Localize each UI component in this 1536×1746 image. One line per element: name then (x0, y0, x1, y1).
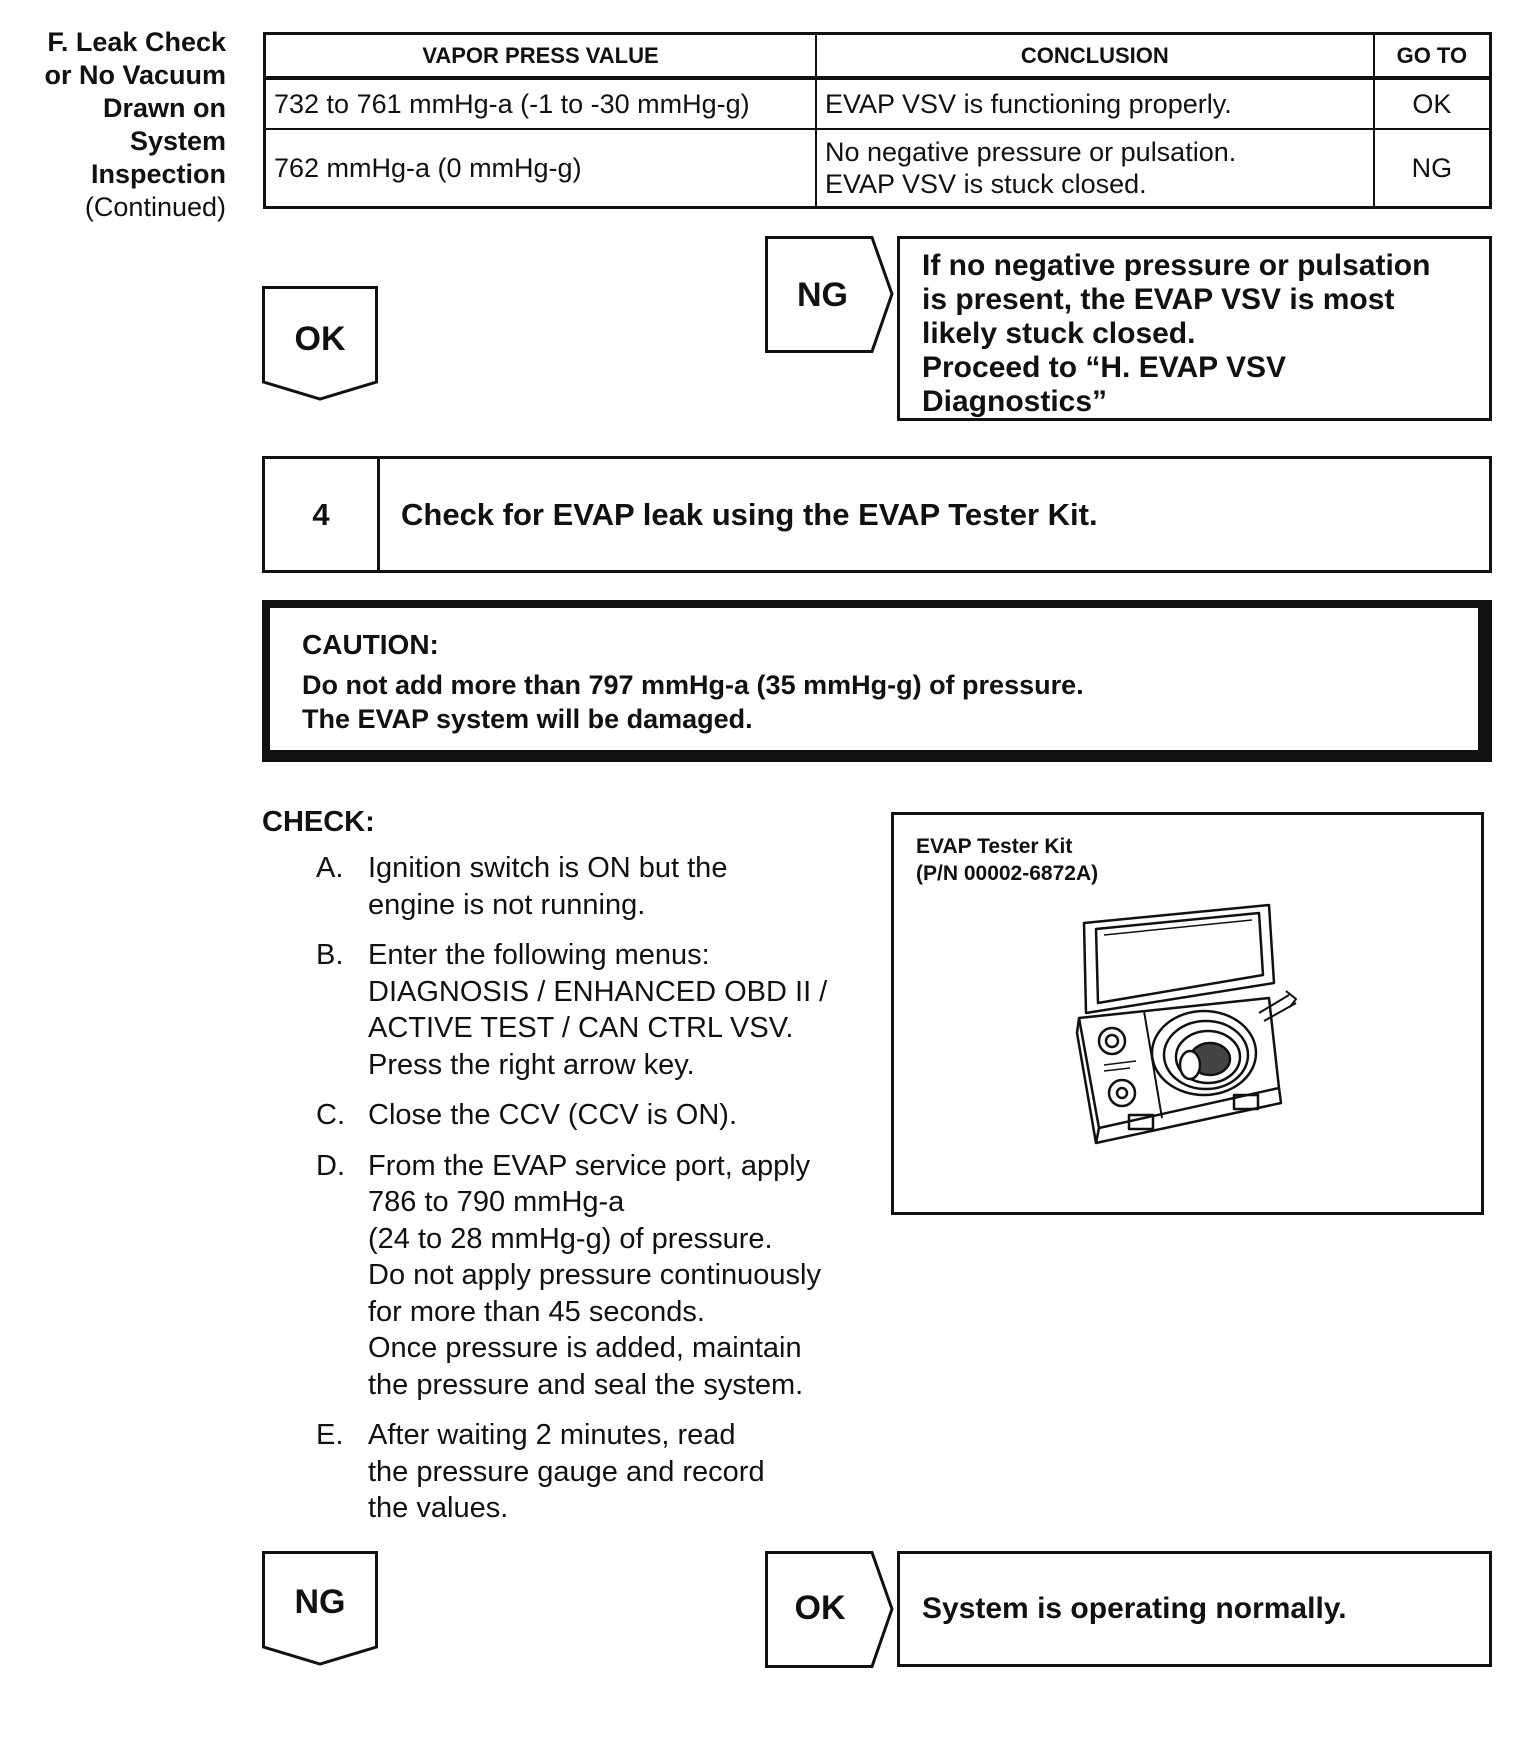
check-title: CHECK: (262, 806, 375, 838)
result-line: If no negative pressure or pulsation (922, 249, 1431, 282)
item-line: Ignition switch is ON but the (368, 852, 728, 884)
item-line: ACTIVE TEST / CAN CTRL VSV. (368, 1012, 794, 1044)
side-heading-line: F. Leak Check (47, 27, 226, 57)
caution-line: The EVAP system will be damaged. (302, 704, 753, 734)
vapor-press-results-table (263, 32, 1492, 209)
result-line: Diagnostics” (922, 385, 1108, 418)
cell-go-to: NG (1374, 129, 1491, 208)
item-letter: A. (316, 852, 344, 884)
ok-badge-label: OK (294, 320, 346, 358)
ng-badge-label: NG (294, 1583, 346, 1621)
item-line: 786 to 790 mmHg-a (368, 1186, 625, 1218)
side-heading-line: System (129, 126, 226, 156)
ok-flow-badge-bottom (765, 1551, 895, 1668)
ok-flow-badge (262, 286, 378, 402)
conclusion-line: EVAP VSV is stuck closed. (825, 169, 1147, 199)
item-line: After waiting 2 minutes, read (368, 1419, 736, 1451)
item-letter: E. (316, 1419, 344, 1451)
conclusion-line: No negative pressure or pulsation. (825, 137, 1237, 167)
step-header (262, 456, 1492, 573)
table-header-row (265, 34, 1491, 79)
list-item (316, 937, 876, 1083)
result-line: is present, the EVAP VSV is most (922, 283, 1395, 316)
ng-badge-label: NG (797, 276, 848, 314)
caution-line: Do not add more than 797 mmHg-a (35 mmHg-g) of pressure. (302, 670, 1084, 700)
section-side-heading (20, 26, 226, 224)
column-header-go-to: GO TO (1374, 34, 1491, 79)
item-line: the pressure and seal the system. (368, 1368, 804, 1401)
ng-flow-badge-bottom (262, 1551, 378, 1667)
figure-caption-title: EVAP Tester Kit (916, 835, 1073, 858)
check-steps-list (316, 850, 876, 1541)
list-item (316, 1148, 876, 1404)
item-letter: D. (316, 1149, 345, 1182)
cell-conclusion (816, 78, 1374, 129)
item-line: (24 to 28 mmHg-g) of pressure. (368, 1222, 773, 1255)
tester-kit-case-illustration (1074, 903, 1314, 1153)
item-line: Enter the following menus: (368, 939, 710, 971)
step-title: Check for EVAP leak using the EVAP Tester Kit. (401, 497, 1098, 532)
ok-result-box: System is operating normally. (897, 1551, 1492, 1667)
result-line: Proceed to “H. EVAP VSV (922, 351, 1286, 384)
table-row (265, 129, 1491, 208)
item-letter: C. (316, 1099, 345, 1131)
side-heading-line: Inspection (90, 159, 226, 189)
side-heading-continued: (Continued) (84, 192, 226, 222)
list-item (316, 1097, 876, 1134)
ng-flow-badge (765, 236, 895, 353)
side-heading-line: or No Vacuum (44, 60, 226, 90)
figure-caption-part-number: (P/N 00002-6872A) (916, 862, 1099, 885)
evap-tester-kit-figure (891, 812, 1484, 1215)
conclusion-line: EVAP VSV is functioning properly. (825, 88, 1232, 119)
item-line: Do not apply pressure continuously (368, 1259, 821, 1291)
table-row (265, 78, 1491, 129)
item-line: engine is not running. (368, 888, 646, 921)
item-line: Close the CCV (CCV is ON). (368, 1099, 738, 1131)
side-heading-line: Drawn on (102, 93, 226, 123)
item-line: Once pressure is added, maintain (368, 1332, 802, 1364)
cell-go-to: OK (1374, 78, 1491, 129)
caution-title: CAUTION: (302, 629, 439, 660)
ng-result-box (897, 236, 1492, 421)
figure-caption (916, 833, 1098, 887)
item-line: the pressure gauge and record (368, 1455, 765, 1488)
column-header-vapor-press: VAPOR PRESS VALUE (265, 34, 817, 79)
result-line: likely stuck closed. (922, 317, 1196, 350)
item-letter: B. (316, 939, 344, 971)
list-item (316, 850, 876, 923)
ok-badge-label: OK (794, 1589, 846, 1627)
item-line: the values. (368, 1492, 509, 1524)
cell-conclusion (816, 129, 1374, 208)
item-line: for more than 45 seconds. (368, 1295, 705, 1328)
step-number: 4 (265, 459, 380, 570)
item-line: DIAGNOSIS / ENHANCED OBD II / (368, 975, 828, 1008)
cell-vapor-press: 732 to 761 mmHg-a (-1 to -30 mmHg-g) (265, 78, 817, 129)
caution-box (262, 600, 1492, 762)
item-line: Press the right arrow key. (368, 1048, 695, 1081)
cell-vapor-press: 762 mmHg-a (0 mmHg-g) (265, 129, 817, 208)
list-item (316, 1417, 876, 1527)
column-header-conclusion: CONCLUSION (816, 34, 1374, 79)
item-line: From the EVAP service port, apply (368, 1149, 811, 1182)
